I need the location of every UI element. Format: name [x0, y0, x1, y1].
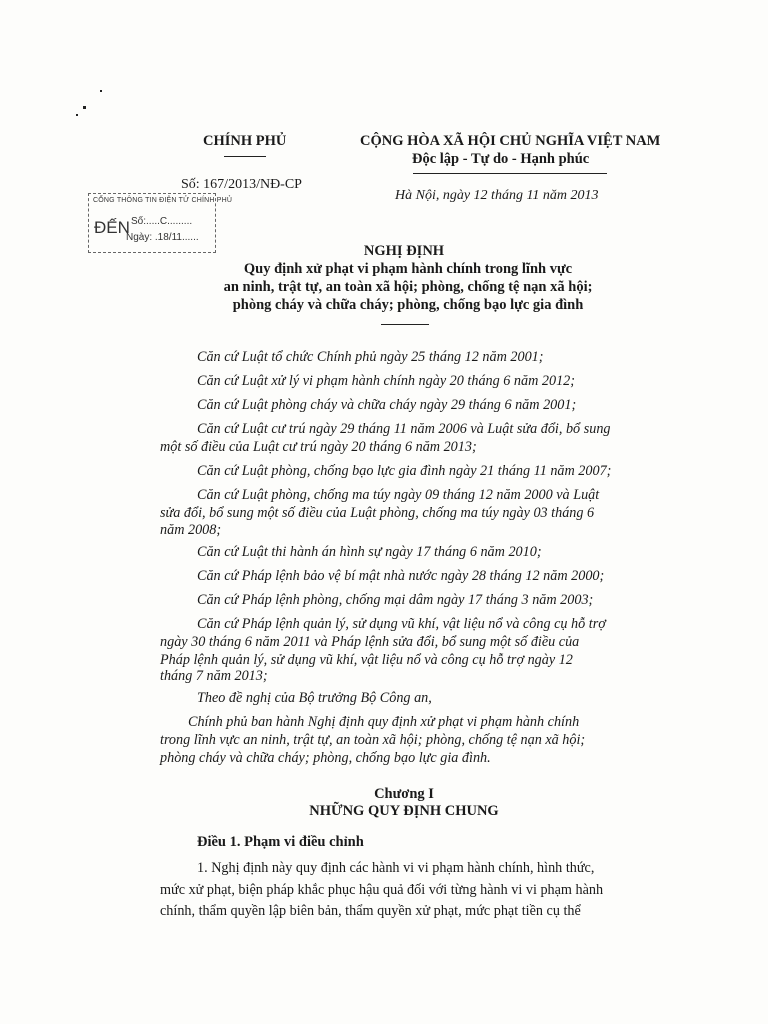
stamp-den: ĐẾN	[94, 218, 130, 237]
preamble-line: tháng 7 năm 2013;	[160, 668, 268, 684]
place-date: Hà Nội, ngày 12 tháng 11 năm 2013	[395, 188, 599, 203]
title-underline	[381, 324, 429, 325]
preamble-line: một số điều của Luật cư trú ngày 20 tháng 6 năm 2013;	[160, 439, 477, 455]
article-line: mức xử phạt, biện pháp khắc phục hậu quả đối với từng hành vi vi phạm hành	[160, 882, 604, 898]
title-line-2: an ninh, trật tự, an toàn xã hội; phòng, chống tệ nạn xã hội;	[223, 279, 593, 295]
title-line-1: Quy định xử phạt vi phạm hành chính trong lĩnh vực	[243, 261, 573, 277]
chapter-title: NHỮNG QUY ĐỊNH CHUNG	[309, 803, 499, 819]
stamp-org: CỔNG THÔNG TIN ĐIỆN TỬ CHÍNH PHỦ	[93, 197, 233, 204]
preamble-line: Căn cứ Pháp lệnh quản lý, sử dụng vũ khí, vật liệu nổ và công cụ hỗ trợ	[197, 616, 606, 632]
motto-underline	[413, 173, 607, 174]
document-number: Số: 167/2013/NĐ-CP	[181, 177, 302, 192]
title-line-3: phòng cháy và chữa cháy; phòng, chống bạo lực gia đình	[232, 297, 584, 313]
preamble-line: Căn cứ Luật phòng, chống bạo lực gia đình ngày 21 tháng 11 năm 2007;	[197, 463, 612, 479]
stamp-number: Số:.....C.........	[131, 216, 193, 227]
preamble-line: Căn cứ Luật thi hành án hình sự ngày 17 tháng 6 năm 2010;	[197, 544, 542, 560]
article-heading: Điều 1. Phạm vi điều chỉnh	[197, 834, 364, 850]
preamble-line: Pháp lệnh quản lý, sử dụng vũ khí, vật liệu nổ và công cụ hỗ trợ ngày 12	[160, 652, 573, 668]
document-type: NGHỊ ĐỊNH	[363, 243, 445, 259]
preamble-line: Theo đề nghị của Bộ trưởng Bộ Công an,	[197, 690, 432, 706]
preamble-line: Chính phủ ban hành Nghị định quy định xử phạt vi phạm hành chính	[188, 714, 580, 730]
preamble-line: Căn cứ Pháp lệnh phòng, chống mại dâm ngày 17 tháng 3 năm 2003;	[197, 592, 594, 608]
preamble-line: phòng cháy và chữa cháy; phòng, chống bạo lực gia đình.	[160, 750, 491, 766]
article-line: chính, thẩm quyền lập biên bản, thẩm quyền xử phạt, mức phạt tiền cụ thể	[160, 903, 581, 919]
preamble-line: năm 2008;	[160, 522, 222, 538]
preamble-line: Căn cứ Luật phòng, chống ma túy ngày 09 tháng 12 năm 2000 và Luật	[197, 487, 600, 503]
chapter-number: Chương I	[374, 786, 434, 802]
preamble-line: sửa đổi, bổ sung một số điều của Luật phòng, chống ma túy ngày 03 tháng 6	[160, 505, 595, 521]
issuer-name: CHÍNH PHỦ	[203, 133, 287, 149]
preamble-line: Căn cứ Luật phòng cháy và chữa cháy ngày 29 tháng 6 năm 2001;	[197, 397, 577, 413]
article-line: 1. Nghị định này quy định các hành vi vi phạm hành chính, hình thức,	[197, 860, 595, 876]
preamble-line: Căn cứ Luật xử lý vi phạm hành chính ngày 20 tháng 6 năm 2012;	[197, 373, 576, 389]
scan-speck	[76, 114, 78, 116]
preamble-line: Căn cứ Pháp lệnh bảo vệ bí mật nhà nước ngày 28 tháng 12 năm 2000;	[197, 568, 605, 584]
preamble-line: ngày 30 tháng 6 năm 2011 và Pháp lệnh sửa đổi, bổ sung một số điều của	[160, 634, 580, 650]
preamble-line: Căn cứ Luật tổ chức Chính phủ ngày 25 tháng 12 năm 2001;	[197, 349, 544, 365]
stamp-date: Ngày: .18/11......	[126, 232, 199, 243]
scan-speck	[100, 90, 102, 92]
preamble-line: Căn cứ Luật cư trú ngày 29 tháng 11 năm 2006 và Luật sửa đổi, bổ sung	[197, 421, 611, 437]
scan-speck	[83, 106, 86, 109]
preamble-line: trong lĩnh vực an ninh, trật tự, an toàn xã hội; phòng, chống tệ nạn xã hội;	[160, 732, 586, 748]
country-name: CỘNG HÒA XÃ HỘI CHỦ NGHĨA VIỆT NAM	[360, 133, 661, 149]
national-motto: Độc lập - Tự do - Hạnh phúc	[412, 151, 590, 167]
issuer-underline	[224, 156, 266, 157]
